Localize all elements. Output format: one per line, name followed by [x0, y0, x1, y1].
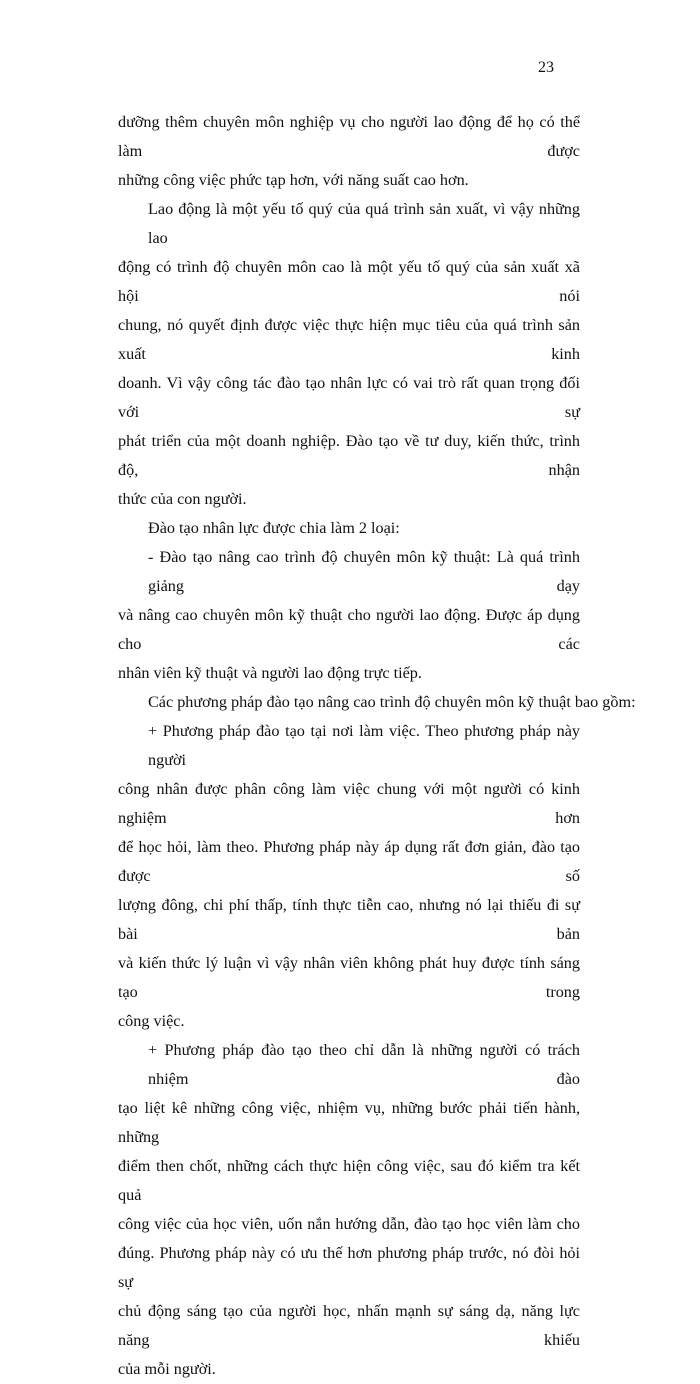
text-line: để học hỏi, làm theo. Phương pháp này áp dụng rất đơn giản, đào tạo được số — [118, 838, 580, 885]
text-line: - Đào tạo nâng cao trình độ chuyên môn kỹ thuật: Là quá trình giảng dạy — [148, 548, 580, 595]
text-line: chủ động sáng tạo của người học, nhấn mạnh sự sáng dạ, năng lực năng khiếu — [118, 1302, 580, 1349]
text-line: + Phương pháp đào tạo tại nơi làm việc. Theo phương pháp này người — [148, 722, 580, 769]
paragraph-continued — [118, 108, 580, 195]
text-line: và kiến thức lý luận vì vậy nhân viên không phát huy được tính sáng tạo trong — [118, 954, 580, 1001]
text-line: và nâng cao chuyên môn kỹ thuật cho người lao động. Được áp dụng cho các — [118, 606, 580, 653]
text-line: thức của con người. — [118, 490, 247, 508]
document-body — [118, 108, 636, 1384]
paragraph-methods-intro — [118, 688, 636, 717]
text-line: nhân viên kỹ thuật và người lao động trực tiếp. — [118, 664, 422, 682]
text-line: điểm then chốt, những cách thực hiện công việc, sau đó kiểm tra kết quả — [118, 1157, 580, 1204]
paragraph-labor — [118, 195, 580, 514]
text-line: những công việc phức tạp hơn, với năng suất cao hơn. — [118, 171, 469, 189]
page-number: 23 — [538, 59, 554, 76]
text-line: tạo liệt kê những công việc, nhiệm vụ, những bước phải tiến hành, những — [118, 1099, 580, 1146]
paragraph-instruction — [118, 1036, 580, 1384]
paragraph-technical-training — [118, 543, 580, 688]
text-line: động có trình độ chuyên môn cao là một yếu tố quý của sản xuất xã hội nói — [118, 258, 580, 305]
text-line: chung, nó quyết định được việc thực hiện mục tiêu của quá trình sản xuất kinh — [118, 316, 580, 363]
text-line: doanh. Vì vậy công tác đào tạo nhân lực có vai trò rất quan trọng đối với sự — [118, 374, 580, 421]
text-line: lượng đông, chi phí thấp, tính thực tiễn cao, nhưng nó lại thiếu đi sự bài bản — [118, 896, 580, 943]
text-line: Các phương pháp đào tạo nâng cao trình độ chuyên môn kỹ thuật bao gồm: — [148, 693, 636, 711]
text-line: phát triển của một doanh nghiệp. Đào tạo về tư duy, kiến thức, trình độ, nhận — [118, 432, 580, 479]
text-line: Lao động là một yếu tố quý của quá trình sản xuất, vì vậy những lao — [148, 200, 580, 247]
text-line: đúng. Phương pháp này có ưu thế hơn phương pháp trước, nó đòi hỏi sự — [118, 1244, 580, 1291]
paragraph-types — [118, 514, 580, 543]
text-line: dưỡng thêm chuyên môn nghiệp vụ cho người lao động để họ có thể làm được — [118, 113, 580, 160]
text-line: công việc. — [118, 1012, 185, 1030]
text-line: Đào tạo nhân lực được chia làm 2 loại: — [148, 519, 400, 537]
text-line: + Phương pháp đào tạo theo chỉ dẫn là những người có trách nhiệm đào — [148, 1041, 580, 1088]
text-line: của mỗi người. — [118, 1360, 216, 1378]
text-line: công nhân được phân công làm việc chung với một người có kinh nghiệm hơn — [118, 780, 580, 827]
text-line: công việc của học viên, uốn nắn hướng dẫn, đào tạo học viên làm cho — [118, 1215, 580, 1233]
paragraph-on-the-job — [118, 717, 580, 1036]
